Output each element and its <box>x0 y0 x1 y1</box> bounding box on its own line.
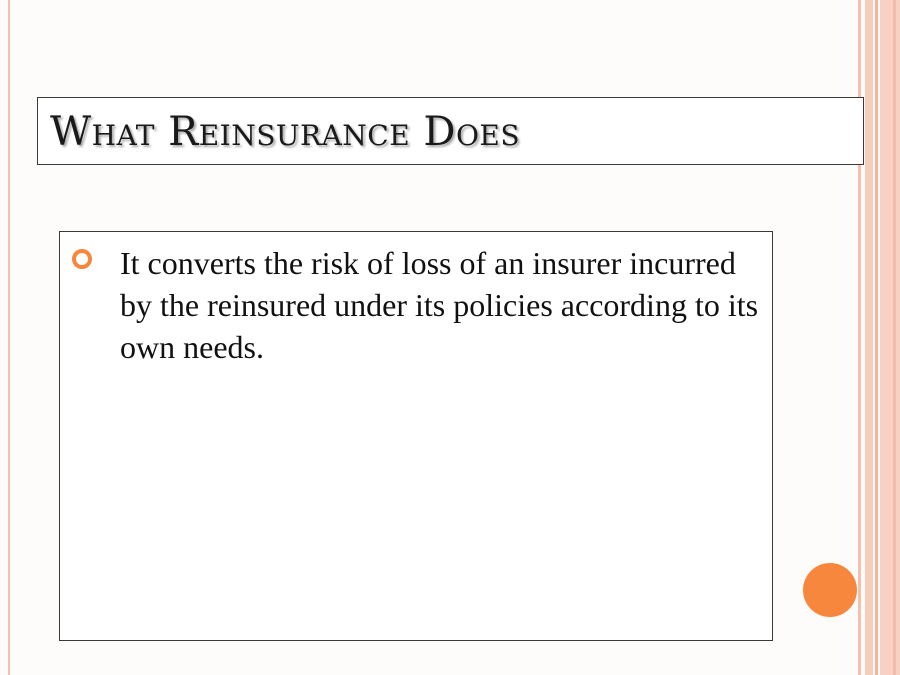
orange-circle-icon <box>803 563 857 617</box>
title-box <box>37 97 864 165</box>
right-stripe <box>865 0 873 675</box>
left-border-line <box>8 0 10 675</box>
content-box <box>59 231 773 641</box>
slide-title: What Reinsurance Does <box>50 109 521 155</box>
right-stripe <box>875 0 878 675</box>
right-stripe <box>880 0 900 675</box>
bullet-text: It converts the risk of loss of an insurer incurred by the reinsured under its policies according to its own needs. <box>120 245 759 365</box>
right-stripe <box>893 0 896 675</box>
hollow-circle-bullet-icon <box>72 249 92 269</box>
